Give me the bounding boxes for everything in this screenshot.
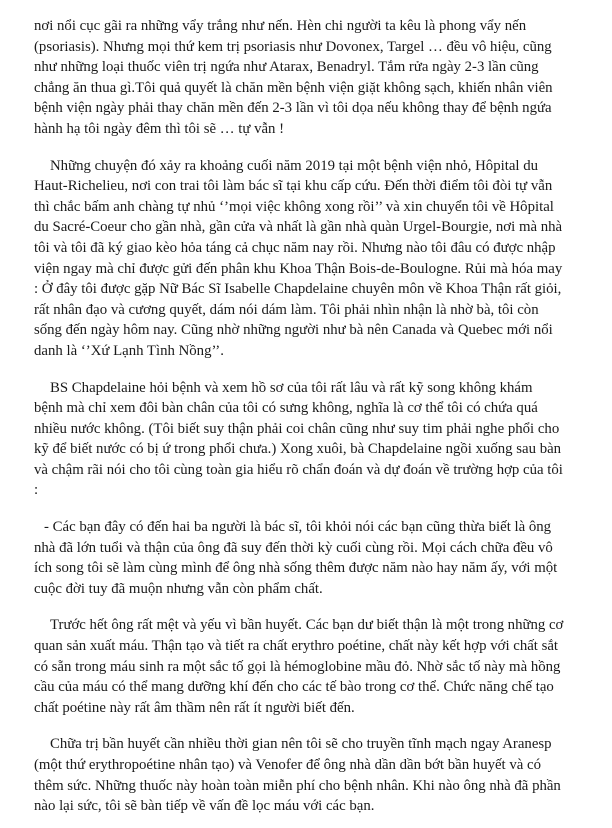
paragraph-anemia: Trước hết ông rất mệt và yếu vì bần huyết. Các bạn dư biết thận là một trong những cơ quan sản xuất máu. Thận tạo và tiết ra chất erythro poétine, chất này kết hợp với chất sắt có sẵn trong máu sinh ra một sắc tố gọi là hémoglobine mầu đỏ. Nhờ sắc tố này mà hồng cầu của máu có thể mang dưỡng khí đến cho các tế bào trong cơ thể. Chức năng chế tạo chất poétine này rất âm thầm nên rất ít người biết đến. [34,617,564,716]
paragraph-consultation: BS Chapdelaine hỏi bệnh và xem hồ sơ của tôi rất lâu và rất kỹ song không khám bệnh mà chỉ xem đôi bàn chân của tôi có sưng không, nghĩa là cơ thể tôi có chứa quá nhiều nước không. (Tôi biết suy thận phải coi chân cũng như suy tim phải nghe phổi cho kỹ để biết nước có bị ứ trong phổi chưa.) Xong xuôi, bà Chapdelaine ngồi xuống sau bàn và chậm rãi nói cho tôi cùng toàn gia hiểu rõ chẩn đoán và dự đoán về trường hợp của tôi : [34,379,563,499]
paragraph-hospital-transfer: Những chuyện đó xảy ra khoảng cuối năm 2019 tại một bệnh viện nhỏ, Hôpital du Haut-Richelieu, nơi con trai tôi làm bác sĩ tại khu cấp cứu. Đến thời điểm tôi đòi tự vẫn thì chắc bấm anh chàng tự nhủ ‘’mọi việc không xong rồi’’ và xin chuyển tôi về Hôpital du Sacré-Coeur cho gần nhà, gần cửa và nhất là gần nhà quàn Urgel-Bourgie, nơi mà nhà tôi và tôi đã ký giao kèo hỏa táng cả chục năm nay rồi. Nhưng nào tôi đâu có được nhập viện ngay mà chỉ được gửi đến phân khu Khoa Thận Bois-de-Boulogne. Rủi mà hóa may : Ở đây tôi được gặp Nữ Bác Sĩ Isabelle Chapdelaine chuyên môn về Khoa Thận rất giỏi, rất nhân đạo và cương quyết, dám nói dám làm. Tôi phải nhìn nhận là nhờ bà, tôi còn sống đến ngày hôm nay. Cũng nhờ những người như bà nên Canada và Quebec mới nổi danh là ‘’Xứ Lạnh Tình Nồng’’. [34,157,563,359]
paragraph-doctor-speech: - Các bạn đây có đến hai ba người là bác sĩ, tôi khỏi nói các bạn cũng thừa biết là ông nhà đã lớn tuổi và thận của ông đã suy đến thời kỳ cuối cùng rồi. Mọi cách chữa đều vô ích song tôi sẽ làm cùng mình để ông nhà sống thêm được năm nào hay năm ấy, với một cuộc đời tuy đã muộn nhưng vẫn còn phẩm chất. [34,519,558,597]
paragraph-treatment: Chữa trị bần huyết cần nhiều thời gian nên tôi sẽ cho truyền tĩnh mạch ngay Aranesp (một thứ erythropoétine nhân tạo) và Venofer để ông nhà dần dần bớt bần huyết và có thêm sức. Những thuốc này hoàn toàn miễn phí cho bệnh nhân. Khi nào ông nhà đã phần nào lại sức, tôi sẽ bàn tiếp về vấn đề lọc máu với các bạn. [34,736,561,815]
paragraph-pruritus: nơi nổi cục gãi ra những vẩy trắng như nến. Hèn chi người ta kêu là phong vẩy nến (psoriasis). Nhưng mọi thứ kem trị psoriasis như Dovonex, Targel … đều vô hiệu, cũng như những loại thuốc viên trị ngứa như Atarax, Benadryl. Tắm rửa ngày 2-3 lần cũng chẳng ăn thua gì.Tôi quả quyết là chăn mền bệnh viện giặt không sạch, khiến nhân viên bệnh viện ngày phải thay chăn mền đến 2-3 lần vì tôi dọa nếu không thay để bệnh ngứa hành hạ tôi ngày đêm thì tôi sẽ … tự vẫn ! [34,18,553,137]
